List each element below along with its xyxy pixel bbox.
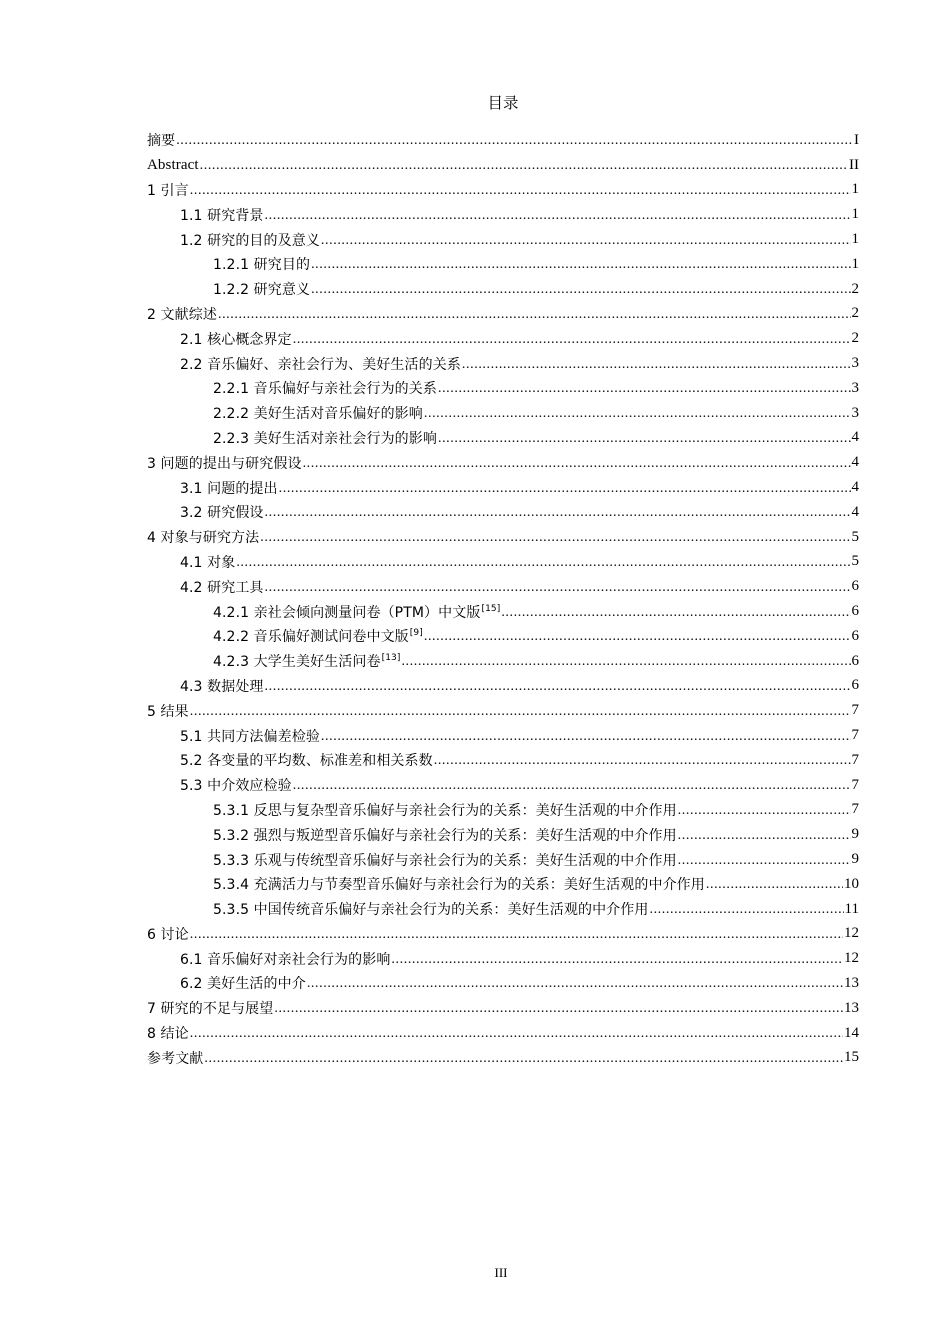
toc-entry-page-number: 14 [844, 1024, 859, 1041]
toc-entry[interactable] [147, 401, 859, 426]
dot-leader [678, 803, 851, 819]
dot-leader [190, 704, 851, 720]
toc-entry-title: 3 问题的提出与研究假设 [147, 455, 302, 472]
toc-entry-title: Abstract [147, 156, 199, 173]
citation-superscript: [15] [481, 603, 501, 614]
toc-entry-page-number: II [849, 156, 859, 173]
toc-entry[interactable] [147, 624, 859, 649]
dot-leader [190, 183, 851, 199]
toc-entry-label [180, 329, 292, 349]
toc-entry-page-number: 4 [851, 429, 859, 446]
toc-entry[interactable] [147, 1045, 859, 1070]
toc-entry[interactable] [147, 450, 859, 475]
toc-entry-title: 4.2.3 大学生美好生活问卷 [213, 654, 381, 671]
toc-entry-title: 5.3.3 乐观与传统型音乐偏好与亲社会行为的关系：美好生活观的中介作用 [213, 852, 677, 869]
toc-entry-title: 7 研究的不足与展望 [147, 1001, 274, 1018]
toc-entry[interactable] [147, 550, 859, 575]
toc-entry[interactable] [147, 302, 859, 327]
toc-entry-page-number: 4 [851, 479, 859, 496]
toc-entry[interactable] [147, 153, 859, 178]
toc-entry-page-number: 15 [844, 1049, 859, 1066]
toc-entry-label [213, 825, 677, 845]
toc-entry-label [147, 701, 189, 721]
toc-entry-title: 5.3 中介效应检验 [180, 778, 292, 795]
dot-leader [307, 976, 843, 992]
toc-entry[interactable] [147, 723, 859, 748]
citation-superscript: [13] [381, 653, 401, 664]
dot-leader [438, 381, 851, 397]
dot-leader [260, 530, 850, 546]
toc-entry-label [213, 850, 677, 870]
toc-entry[interactable] [147, 996, 859, 1021]
toc-entry-title: 5.2 各变量的平均数、标准差和相关系数 [180, 753, 433, 770]
dot-leader [424, 406, 851, 422]
toc-entry[interactable] [147, 326, 859, 351]
toc-entry-page-number: 3 [851, 404, 859, 421]
dot-leader [265, 505, 851, 521]
toc-entry-title: 4.1 对象 [180, 554, 236, 571]
toc-entry-label [147, 453, 302, 473]
toc-entry-label [147, 180, 189, 200]
toc-entry[interactable] [147, 798, 859, 823]
toc-entry-title: 6.2 美好生活的中介 [180, 976, 306, 993]
dot-leader [265, 208, 851, 224]
toc-entry-label [180, 775, 292, 795]
toc-entry[interactable] [147, 351, 859, 376]
toc-entry-page-number: 7 [851, 727, 859, 744]
toc-entry-page-number: 2 [851, 280, 859, 297]
toc-entry-title: 2 文献综述 [147, 306, 217, 323]
toc-entry[interactable] [147, 649, 859, 674]
toc-entry-page-number: 2 [851, 305, 859, 322]
toc-entry-title: 1.2.2 研究意义 [213, 282, 311, 299]
dot-leader [274, 1001, 843, 1017]
toc-entry[interactable] [147, 500, 859, 525]
dot-leader [438, 431, 851, 447]
toc-entry-label [213, 602, 500, 622]
toc-entry-page-number: 5 [851, 553, 859, 570]
toc-entry-title: 8 结论 [147, 1026, 189, 1043]
dot-leader [649, 902, 843, 918]
toc-entry-page-number: 1 [851, 206, 859, 223]
dot-leader [293, 778, 851, 794]
toc-entry-title: 5 结果 [147, 703, 189, 720]
toc-entry-title: 5.3.5 中国传统音乐偏好与亲社会行为的关系：美好生活观的中介作用 [213, 902, 649, 919]
toc-entry[interactable] [147, 128, 859, 153]
toc-entry-title: 1.2 研究的目的及意义 [180, 232, 320, 249]
toc-entry[interactable] [147, 1021, 859, 1046]
toc-entry[interactable] [147, 674, 859, 699]
toc-entry-label [180, 750, 433, 770]
dot-leader [401, 654, 850, 670]
toc-entry-label [147, 527, 259, 547]
toc-entry-label [213, 899, 648, 919]
toc-entry-title: 1.2.1 研究目的 [213, 257, 311, 274]
toc-entry-page-number: 12 [844, 925, 859, 942]
toc-entry-label [213, 626, 423, 646]
toc-entry-label [180, 676, 264, 696]
toc-entry[interactable] [147, 599, 859, 624]
toc-entry-label [180, 973, 306, 993]
toc-entry-title: 3.2 研究假设 [180, 505, 264, 522]
toc-entry-title: 2.2.1 音乐偏好与亲社会行为的关系 [213, 381, 437, 398]
toc-entry-label [147, 924, 189, 944]
toc-entry-title: 参考文献 [147, 1050, 204, 1067]
toc-entry-label [213, 428, 437, 448]
toc-entry-title: 1 引言 [147, 182, 189, 199]
toc-entry-label [180, 205, 264, 225]
footer-page-number: III [494, 1265, 508, 1280]
toc-entry-label [180, 726, 320, 746]
dot-leader [279, 481, 851, 497]
toc-entry-page-number: 13 [844, 999, 859, 1016]
toc-entry[interactable] [147, 426, 859, 451]
toc-entry-label [147, 998, 273, 1018]
toc-entry-page-number: 6 [851, 603, 859, 620]
toc-entry-page-number: 10 [844, 875, 859, 892]
toc-entry-page-number: 1 [851, 181, 859, 198]
toc-entry-page-number: 9 [851, 851, 859, 867]
toc-entry[interactable] [147, 872, 859, 897]
toc-entry-title: 5.3.1 反思与复杂型音乐偏好与亲社会行为的关系：美好生活观的中介作用 [213, 802, 677, 819]
toc-entry[interactable] [147, 971, 859, 996]
toc-entry-label [147, 1023, 189, 1043]
toc-entry-label [147, 130, 175, 150]
toc-entry-page-number: 9 [851, 826, 859, 843]
toc-list [147, 128, 859, 1070]
dot-leader [176, 133, 853, 149]
dot-leader [303, 456, 851, 472]
toc-entry-title: 4.2.1 亲社会倾向测量问卷（PTM）中文版 [213, 604, 481, 621]
toc-entry-page-number: 7 [851, 751, 859, 768]
toc-entry-title: 3.1 问题的提出 [180, 480, 278, 497]
toc-entry-label [180, 230, 320, 250]
toc-entry-label [147, 157, 199, 174]
dot-leader [391, 952, 843, 968]
toc-entry-title: 摘要 [147, 133, 176, 150]
toc-entry-title: 5.3.2 强烈与叛逆型音乐偏好与亲社会行为的关系：美好生活观的中介作用 [213, 827, 677, 844]
toc-entry[interactable] [147, 178, 859, 203]
toc-entry-label [213, 378, 437, 398]
toc-entry[interactable] [147, 847, 859, 872]
toc-entry[interactable] [147, 773, 859, 798]
toc-entry[interactable] [147, 897, 859, 922]
toc-entry-label [147, 304, 217, 324]
toc-title: 目录 [487, 94, 519, 112]
toc-entry-page-number: 2 [851, 330, 859, 347]
toc-entry-page-number: 13 [844, 974, 859, 991]
toc-entry[interactable] [147, 922, 859, 947]
toc-entry[interactable] [147, 376, 859, 401]
toc-entry[interactable] [147, 946, 859, 971]
toc-entry-title: 6.1 音乐偏好对亲社会行为的影响 [180, 951, 391, 968]
toc-entry-title: 4.3 数据处理 [180, 678, 264, 695]
dot-leader [204, 1051, 843, 1067]
toc-entry-page-number: 1 [851, 255, 859, 272]
dot-leader [424, 629, 851, 645]
dot-leader [265, 580, 851, 596]
toc-entry-title: 2.2 音乐偏好、亲社会行为、美好生活的关系 [180, 356, 461, 373]
toc-entry-label [213, 279, 310, 299]
dot-leader [265, 679, 851, 695]
toc-entry[interactable] [147, 698, 859, 723]
toc-entry[interactable] [147, 525, 859, 550]
toc-entry-title: 4.2 研究工具 [180, 579, 264, 596]
toc-entry[interactable] [147, 748, 859, 773]
dot-leader [200, 158, 848, 174]
dot-leader [218, 307, 851, 323]
toc-entry[interactable] [147, 574, 859, 599]
toc-entry-label [180, 577, 264, 597]
toc-entry-title: 5.3.4 充满活力与节奏型音乐偏好与亲社会行为的关系：美好生活观的中介作用 [213, 877, 705, 894]
toc-entry-page-number: 7 [851, 801, 859, 818]
dot-leader [434, 753, 851, 769]
toc-entry-label [180, 354, 461, 374]
toc-entry-title: 2.1 核心概念界定 [180, 331, 292, 348]
toc-entry-page-number: 6 [851, 578, 859, 595]
toc-entry-page-number: 4 [851, 454, 859, 471]
toc-entry-page-number: 11 [844, 900, 859, 917]
toc-entry-title: 4 对象与研究方法 [147, 530, 260, 547]
toc-entry-label [180, 502, 264, 522]
toc-entry-page-number: 1 [851, 231, 859, 248]
toc-entry-page-number: 5 [851, 528, 859, 545]
toc-entry-page-number: 4 [851, 503, 859, 520]
dot-leader [190, 927, 843, 943]
dot-leader [311, 257, 850, 273]
toc-entry[interactable] [147, 277, 859, 302]
dot-leader [236, 555, 850, 571]
toc-entry-title: 1.1 研究背景 [180, 207, 264, 224]
dot-leader [501, 605, 850, 621]
toc-entry-page-number: 3 [851, 355, 859, 372]
toc-entry-page-number: 6 [851, 627, 859, 644]
toc-entry-label [213, 651, 400, 671]
toc-entry[interactable] [147, 227, 859, 252]
toc-entry-page-number: 7 [851, 776, 859, 793]
dot-leader [293, 332, 851, 348]
toc-entry[interactable] [147, 475, 859, 500]
toc-entry-label [213, 254, 310, 274]
dot-leader [462, 357, 851, 373]
toc-entry-title: 2.2.3 美好生活对亲社会行为的影响 [213, 430, 437, 447]
dot-leader [706, 877, 843, 893]
dot-leader [190, 1026, 843, 1042]
citation-superscript: [9] [409, 628, 423, 639]
toc-entry-page-number: 12 [844, 950, 859, 967]
toc-entry[interactable] [147, 252, 859, 277]
dot-leader [321, 729, 851, 745]
toc-entry[interactable] [147, 202, 859, 227]
toc-entry-label [147, 1048, 203, 1068]
toc-entry-page-number: 3 [851, 379, 859, 396]
toc-entry-title: 6 讨论 [147, 926, 189, 943]
toc-entry-label [213, 874, 705, 894]
toc-entry-page-number: 7 [851, 702, 859, 719]
toc-entry-page-number: 6 [851, 652, 859, 669]
dot-leader [321, 233, 851, 249]
toc-entry-label [213, 800, 677, 820]
toc-entry-label [180, 949, 390, 969]
toc-entry[interactable] [147, 822, 859, 847]
dot-leader [678, 853, 851, 869]
toc-entry-title: 2.2.2 美好生活对音乐偏好的影响 [213, 406, 423, 423]
dot-leader [678, 828, 851, 844]
dot-leader [311, 282, 850, 298]
toc-entry-page-number: 6 [851, 677, 859, 694]
toc-entry-title: 5.1 共同方法偏差检验 [180, 728, 320, 745]
toc-entry-page-number: I [854, 131, 859, 148]
toc-entry-label [180, 552, 235, 572]
toc-entry-title: 4.2.2 音乐偏好测试问卷中文版 [213, 629, 409, 646]
toc-entry-label [180, 478, 278, 498]
toc-entry-label [213, 403, 423, 423]
